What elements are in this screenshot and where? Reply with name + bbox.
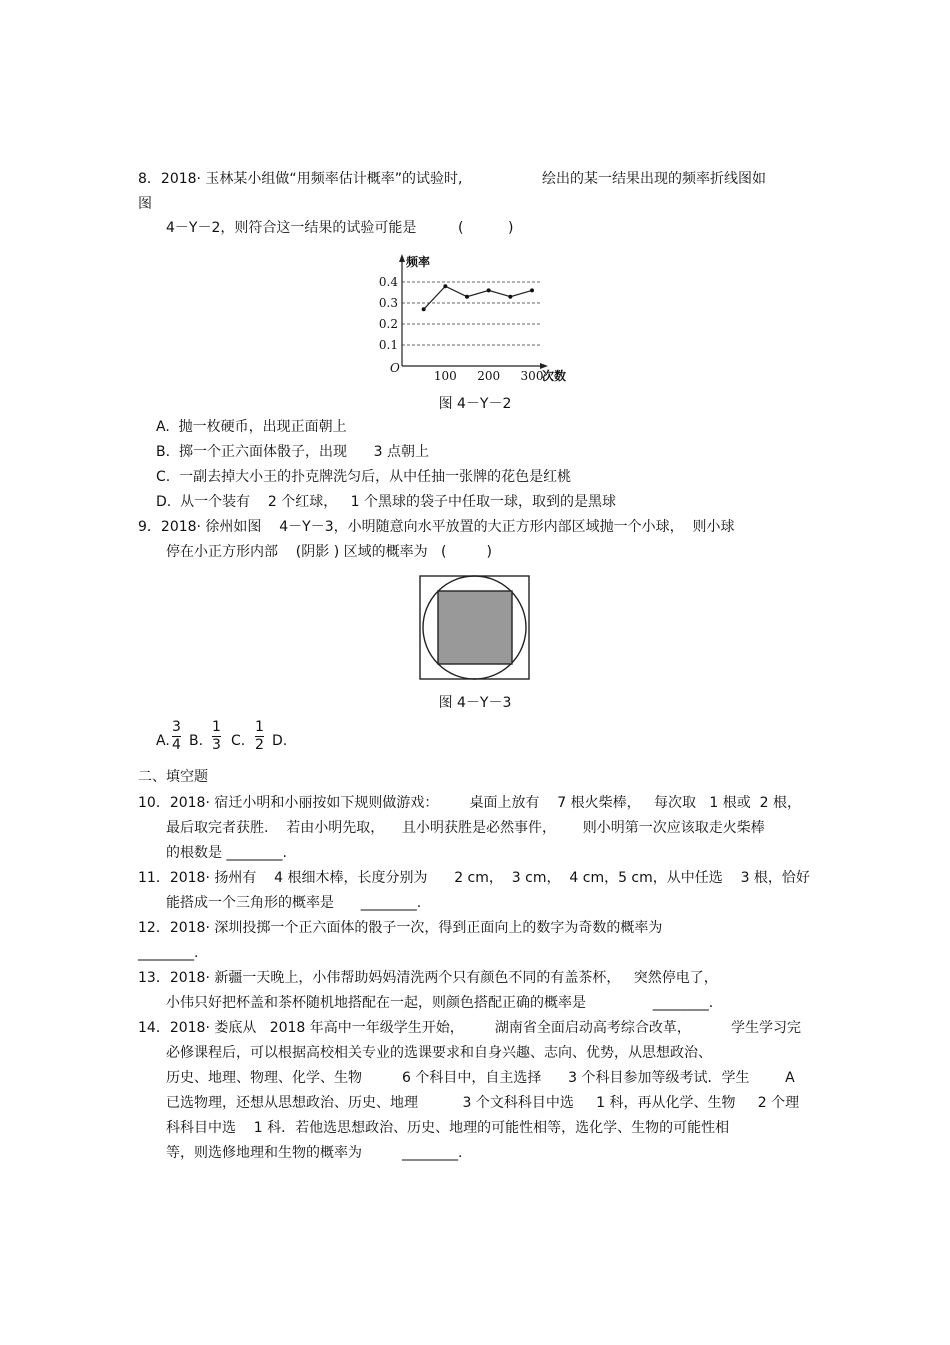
q10-line1: 10．2018· 宿迁小明和小丽按如下规则做游戏： 桌面上放有 7 根火柴棒， 每次取 1 根或 2 根，: [138, 795, 801, 811]
q14-line4: 已选物理，还想从思想政治、历史、地理 3 个文科科目中选 1 科，再从化学、生物 2 个理: [166, 1095, 800, 1111]
q8-option-c: C. 一副去掉大小王的扑克牌洗匀后，从中任抽一张牌的花色是红桃: [156, 469, 572, 485]
q9-figure-caption: 图 4－Y－3: [438, 695, 512, 711]
q11-line2: 能搭成一个三角形的概率是 ________.: [166, 895, 422, 911]
frequency-data-point: [487, 288, 491, 292]
q8-option-a: A. 抛一枚硬币，出现正面朝上: [156, 419, 347, 435]
q8-line1-part1: 8．2018· 玉林某小组做“用频率估计概率”的试验时,: [138, 171, 463, 187]
q8-figure-caption: 图 4－Y－2: [438, 396, 512, 412]
frequency-data-point: [465, 295, 469, 299]
q9-option-a-fraction: [172, 720, 181, 753]
q12-line2: ________.: [138, 945, 199, 961]
q8-option-b: B. 掷一个正六面体骰子，出现 3 点朝上: [156, 444, 430, 460]
q8-line1-part2: 绘出的某一结果出现的频率折线图如: [542, 171, 766, 187]
q8-line2: 4－Y－2，则符合这一结果的试验可能是: [166, 220, 417, 236]
square-circle-figure: [419, 575, 531, 681]
q9-option-a-label: A.: [156, 733, 170, 749]
section-heading-fill-in: 二、填空题: [138, 769, 208, 785]
fraction-numerator: 3: [172, 719, 181, 735]
q8-line1-part3: 图: [138, 196, 152, 212]
q8-option-d: D. 从一个装有 2 个红球， 1 个黑球的袋子中任取一球，取到的是黑球: [156, 494, 616, 510]
q14-line3: 历史、地理、物理、化学、生物 6 个科目中，自主选择 3 个科目参加等级考试．学生 A: [166, 1070, 795, 1086]
x-tick-label: 100: [433, 369, 457, 383]
q11-line1: 11．2018· 扬州有 4 根细木棒，长度分别为 2 cm， 3 cm， 4 cm，5 cm，从中任选 3 根，恰好: [138, 870, 810, 886]
fraction-numerator: 1: [255, 719, 264, 735]
y-tick-label: 0.1: [378, 338, 398, 352]
q14-line5: 科科目中选 1 科．若他选思想政治、历史、地理的可能性相等，选化学、生物的可能性相: [166, 1120, 730, 1136]
q9-line1: 9．2018· 徐州如图 4－Y－3，小明随意向水平放置的大正方形内部区域抛一个小球， 则小球: [138, 519, 735, 535]
shaded-inner-square: [438, 591, 512, 664]
frequency-data-point: [530, 288, 534, 292]
q14-line1: 14．2018· 娄底从 2018 年高中一年级学生开始， 湖南省全面启动高考综合改革， 学生学习完: [138, 1020, 801, 1036]
q14-line2: 必修课程后，可以根据高校相关专业的选课要求和自身兴趣、志向、优势，从思想政治、: [166, 1045, 712, 1061]
q12-line1: 12．2018· 深圳投掷一个正六面体的骰子一次，得到正面向上的数字为奇数的概率为: [138, 920, 663, 936]
q9-option-c-fraction: [255, 720, 264, 753]
frequency-line-chart: [360, 250, 580, 390]
y-axis-arrow: [399, 254, 405, 262]
origin-label: O: [390, 361, 400, 375]
fraction-denominator: 4: [172, 737, 181, 753]
q8-answer-paren: ( ): [458, 220, 514, 236]
q13-line1: 13．2018· 新疆一天晚上，小伟帮助妈妈清洗两个只有颜色不同的有盖茶杯， 突然停电了，: [138, 970, 718, 986]
frequency-data-point: [508, 295, 512, 299]
q14-line6: 等，则选修地理和生物的概率为 ________.: [166, 1145, 463, 1161]
q10-line3: 的根数是 ________.: [166, 845, 287, 861]
frequency-data-point: [443, 284, 447, 288]
frequency-data-point: [422, 307, 426, 311]
q9-option-b-label: B.: [189, 733, 204, 749]
fraction-denominator: 3: [212, 737, 221, 753]
y-tick-label: 0.3: [378, 296, 398, 310]
y-tick-label: 0.4: [378, 275, 398, 289]
x-axis-title: 次数: [542, 369, 567, 383]
frequency-series-line: [424, 286, 532, 309]
x-tick-label: 300: [520, 369, 544, 383]
fraction-numerator: 1: [212, 719, 221, 735]
y-axis-title: 频率: [406, 255, 431, 269]
q10-line2: 最后取完者获胜. 若由小明先取， 且小明获胜是必然事件， 则小明第一次应该取走火柴棒: [166, 820, 765, 836]
q9-line2: 停在小正方形内部 (阴影 ) 区域的概率为 ( ): [166, 544, 492, 560]
y-tick-label: 0.2: [378, 317, 398, 331]
q9-option-b-fraction: [212, 720, 221, 753]
x-tick-label: 200: [477, 369, 501, 383]
q9-option-d-label: D.: [272, 733, 288, 749]
q9-option-c-label: C.: [231, 733, 246, 749]
q13-line2: 小伟只好把杯盖和茶杯随机地搭配在一起，则颜色搭配正确的概率是 ________.: [166, 995, 714, 1011]
fraction-denominator: 2: [255, 737, 264, 753]
